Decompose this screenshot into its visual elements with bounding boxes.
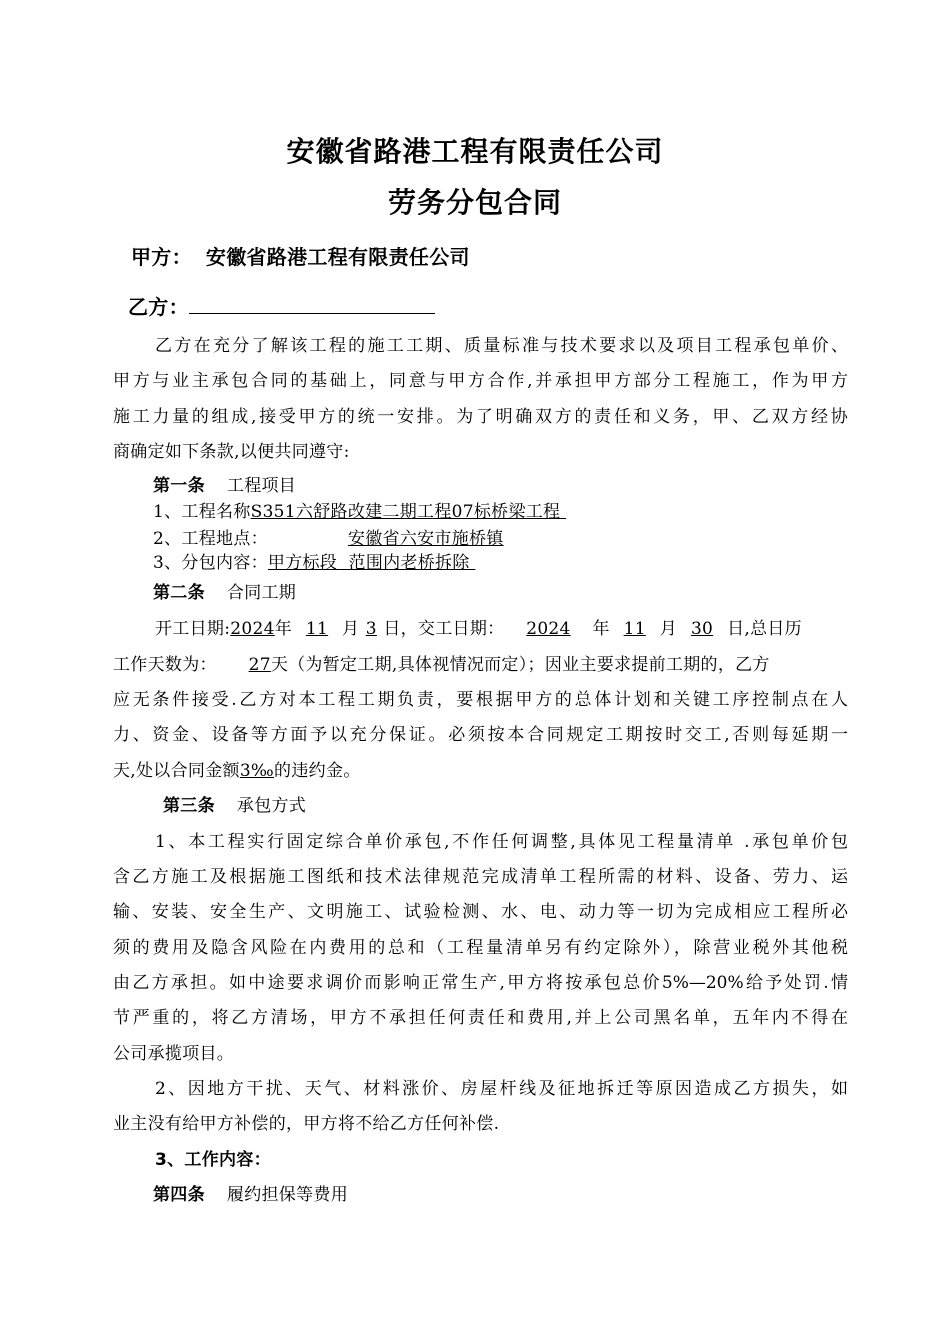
article-1-label: 第一条 xyxy=(153,476,205,496)
days-value: 27 xyxy=(248,655,271,675)
end-year: 2024 xyxy=(526,619,571,639)
project-name-line xyxy=(153,497,566,522)
days-label: 工作天数为： xyxy=(113,655,217,675)
start-year: 2024 xyxy=(230,619,275,639)
project-site-label: 2、工程地点： xyxy=(153,529,268,549)
project-site-value: 安徽省六安市施桥镇 xyxy=(347,529,504,549)
article-4-title: 履约担保等费用 xyxy=(226,1185,349,1205)
method-p1-line-6: 节严重的，将乙方清场，甲方不承担任何责任和费用,并上公司黑名单，五年内不得在 xyxy=(113,1008,848,1028)
contract-title: 劳务分包合同 xyxy=(387,186,562,219)
day-char: 日，交工日期： xyxy=(383,619,505,639)
penalty-suffix: 的违约金。 xyxy=(274,761,361,781)
project-site-field xyxy=(268,524,788,549)
end-year-char: 年 xyxy=(592,619,610,639)
intro-line-2: 甲方与业主承包合同的基础上，同意与甲方合作,并承担甲方部分工程施工，作为甲方 xyxy=(113,371,848,391)
end-tail: 日,总日历 xyxy=(727,619,802,639)
article-2-title: 合同工期 xyxy=(226,583,297,603)
start-day: 3 xyxy=(365,619,377,639)
article-1-heading xyxy=(153,471,296,496)
party-b-label: 乙方： xyxy=(128,295,189,319)
party-a-line xyxy=(131,241,470,270)
scope-label: 3、分包内容： xyxy=(153,553,268,573)
intro-line-1: 乙方在充分了解该工程的施工工期、质量标准与技术要求以及项目工程承包单价、 xyxy=(155,336,848,356)
penalty-rate: 3‰ xyxy=(239,761,275,781)
party-b-blank xyxy=(189,292,435,314)
method-p2-line-2: 业主没有给甲方补偿的，甲方将不给乙方任何补偿. xyxy=(113,1114,500,1134)
method-p2-line-1: 2、因地方干扰、天气、材料涨价、房屋杆线及征地拆迁等原因造成乙方损失，如 xyxy=(155,1079,848,1099)
article-4-label: 第四条 xyxy=(153,1185,205,1205)
start-month: 11 xyxy=(305,619,329,639)
method-p1-line-4: 须的费用及隐含风险在内费用的总和（工程量清单另有约定除外），除营业税外其他税 xyxy=(113,938,848,958)
work-content-label: 3、工作内容： xyxy=(155,1150,271,1170)
scope-line xyxy=(153,548,475,573)
article-2-label: 第二条 xyxy=(153,583,205,603)
project-name-value: S351六舒路改建二期工程07标桥梁工程 xyxy=(250,502,561,522)
month-char: 月 xyxy=(342,619,360,639)
article-3-title: 承包方式 xyxy=(236,796,307,816)
party-a-name: 安徽省路港工程有限责任公司 xyxy=(205,245,470,269)
penalty-prefix: 天,处以合同金额 xyxy=(113,761,240,781)
project-name-label: 1、工程名称 xyxy=(153,502,251,522)
intro-line-3: 施工力量的组成,接受甲方的统一安排。为了明确双方的责任和义务，甲、乙双方经协 xyxy=(113,407,848,427)
article-2-heading xyxy=(153,578,296,603)
workdays-line xyxy=(113,650,770,675)
schedule-line xyxy=(155,614,802,639)
article-1-title: 工程项目 xyxy=(226,476,297,496)
schedule-text-1: 应无条件接受.乙方对本工程工期负责，要根据甲方的总体计划和关键工序控制点在人 xyxy=(113,690,848,710)
penalty-line xyxy=(113,756,361,781)
method-p1-line-7: 公司承揽项目。 xyxy=(113,1044,235,1064)
intro-line-4: 商确定如下条款,以便共同遵守: xyxy=(113,442,350,462)
days-tail: 天（为暂定工期,具体视情况而定）；因业主要求提前工期的，乙方 xyxy=(270,655,770,675)
method-p1-line-1: 1、本工程实行固定综合单价承包,不作任何调整,具体见工程量清单 .承包单价包 xyxy=(155,832,848,852)
scope-value: 甲方标段 范围内老桥拆除 xyxy=(267,553,470,573)
project-site-line xyxy=(153,524,788,549)
year-char: 年 xyxy=(274,619,293,639)
party-b-line xyxy=(128,291,435,320)
article-3-label: 第三条 xyxy=(163,796,215,816)
article-4-heading xyxy=(153,1180,348,1205)
end-month-char: 月 xyxy=(659,619,678,639)
method-p1-line-2: 含乙方施工及根据施工图纸和技术法律规范完成清单工程所需的材料、设备、劳力、运 xyxy=(113,867,848,887)
company-title: 安徽省路港工程有限责任公司 xyxy=(286,135,664,168)
end-month: 11 xyxy=(623,619,646,639)
article-3-heading xyxy=(163,791,306,816)
schedule-text-2: 力、资金、设备等方面予以充分保证。必须按本合同规定工期按时交工,否则每延期一 xyxy=(113,725,848,745)
start-label: 开工日期: xyxy=(155,619,231,639)
end-day: 30 xyxy=(690,619,714,639)
method-p1-line-5: 由乙方承担。如中途要求调价而影响正常生产,甲方将按承包总价5%—20%给予处罚.情 xyxy=(113,973,848,993)
party-a-label: 甲方： xyxy=(131,245,192,269)
method-p1-line-3: 输、安装、安全生产、文明施工、试验检测、水、电、动力等一切为完成相应工程所必 xyxy=(113,902,848,922)
